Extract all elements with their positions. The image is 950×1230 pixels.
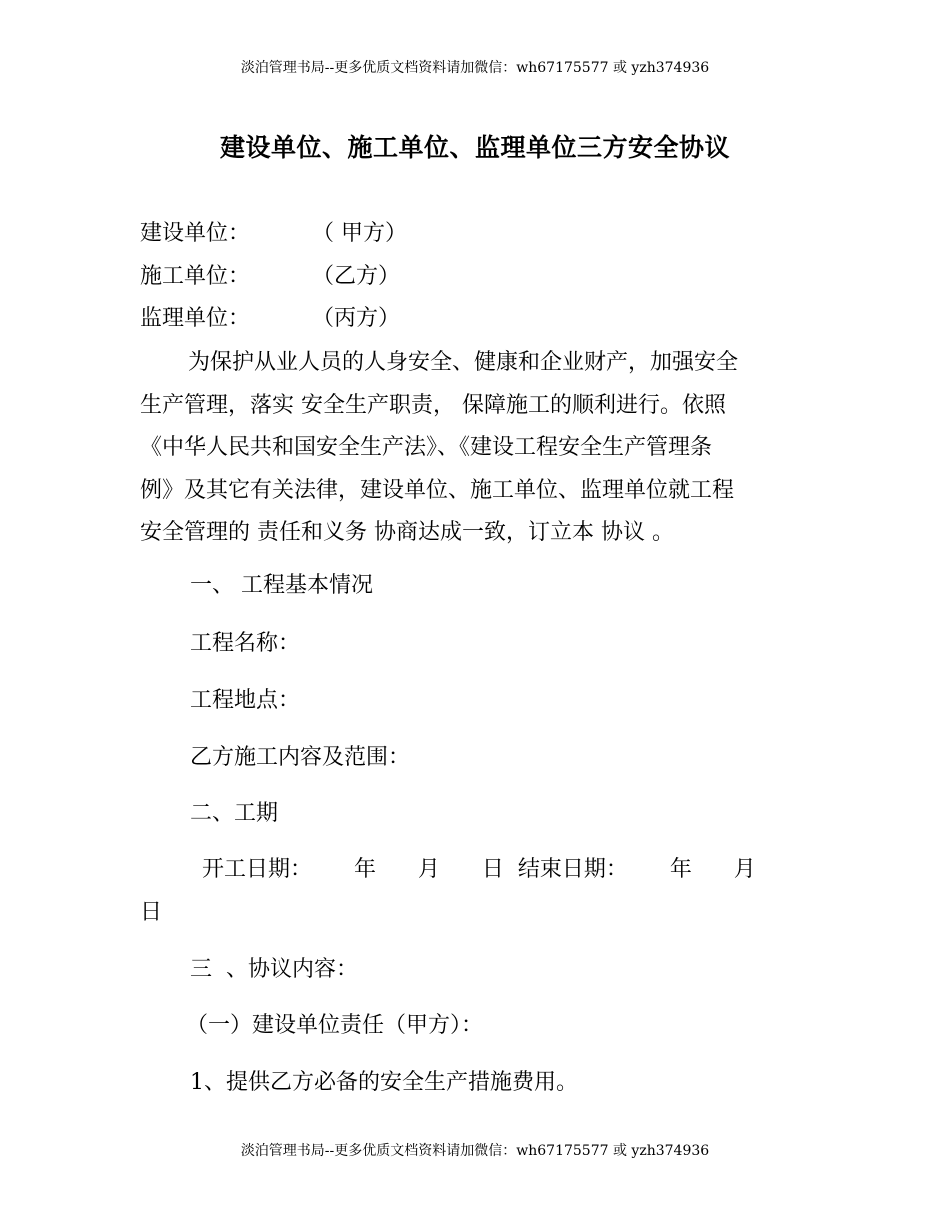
duration-line: 开工日期： 年 月 日 结束日期： 年 月	[202, 857, 756, 882]
party-supervisor	[140, 301, 400, 332]
document-title: 建设单位、施工单位、监理单位三方安全协议	[219, 133, 730, 162]
party-contractor-role: （乙方）	[312, 264, 401, 289]
scope-field: 乙方施工内容及范围：	[190, 745, 411, 770]
subsection-1-heading: （一）建设单位责任（甲方）：	[186, 1013, 484, 1038]
intro-line: 例》及其它有关法律，建设单位、施工单位、监理单位就工程	[140, 477, 735, 503]
project-location-field: 工程地点：	[190, 688, 301, 713]
page-footer: 淡泊管理书局--更多优质文档资料请加微信：wh67175577 或 yzh374936	[240, 1143, 710, 1159]
party-supervisor-role: （丙方）	[312, 306, 401, 331]
intro-line: 为保护从业人员的人身安全、健康和企业财产，加强安全	[188, 350, 739, 375]
section-1-heading: 一、 工程基本情况	[190, 573, 373, 598]
clause-item-1: 1、提供乙方必备的安全生产措施费用。	[190, 1070, 578, 1095]
intro-paragraph	[140, 342, 816, 555]
party-client	[140, 216, 407, 247]
duration-line-wrap: 日	[140, 900, 163, 925]
section-3-heading: 三 、协议内容：	[190, 957, 358, 982]
party-contractor	[140, 259, 400, 290]
party-client-role: （ 甲方）	[312, 221, 407, 246]
intro-line: 安全管理的 责任和义务 协商达成一致，订立本 协议 。	[140, 520, 674, 545]
page-header: 淡泊管理书局--更多优质文档资料请加微信：wh67175577 或 yzh374936	[240, 60, 710, 76]
intro-line: 《中华人民共和国安全生产法》、《建设工程安全生产管理条	[140, 435, 713, 460]
section-2-heading: 二、工期	[190, 801, 279, 826]
project-name-field: 工程名称：	[190, 631, 301, 656]
party-contractor-label: 施工单位：	[140, 264, 251, 289]
intro-line: 生产管理，落实 安全生产职责， 保障施工的顺利进行。依照	[140, 392, 726, 418]
party-client-label: 建设单位：	[140, 221, 251, 246]
party-supervisor-label: 监理单位：	[140, 306, 251, 331]
